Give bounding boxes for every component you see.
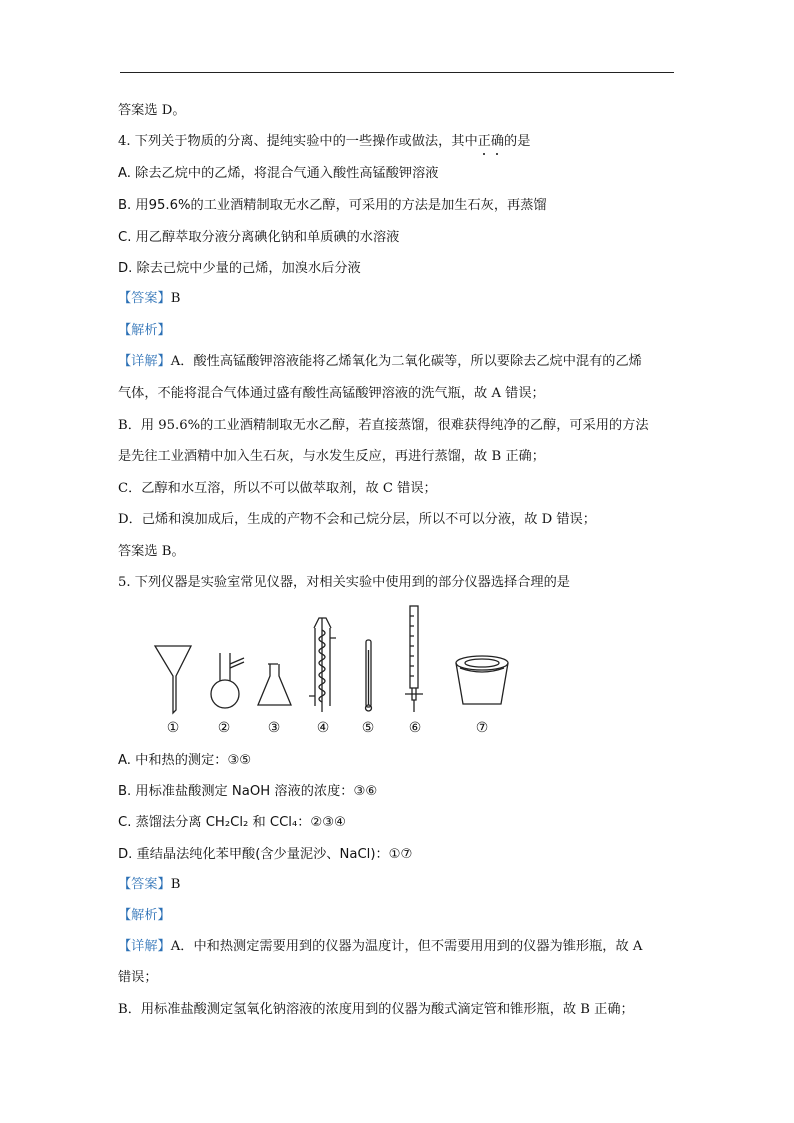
q5-option-b: B. 用标准盐酸测定 NaOH 溶液的浓度：③⑥ xyxy=(118,784,378,799)
burette-icon xyxy=(405,606,423,712)
q5-detail-line-2: 错误； xyxy=(118,970,158,985)
q4-detail-line-7: 答案选 B。 xyxy=(118,544,185,559)
condenser-icon xyxy=(309,618,336,712)
q5-detail-line-1: 【详解】A．中和热测定需要用到的仪器为温度计，但不需要用用到的仪器为锥形瓶，故 A xyxy=(118,939,643,954)
label-2: ② xyxy=(217,720,231,736)
q5-stem: 5. 下列仪器是实验室常见仪器，对相关实验中使用到的部分仪器选择合理的是 xyxy=(118,575,570,590)
q5-detail-line-3: B．用标准盐酸测定氢氧化钠溶液的浓度用到的仪器为酸式滴定管和锥形瓶，故 B 正确； xyxy=(118,1002,634,1017)
q5-option-d: D. 重结晶法纯化苯甲酸(含少量泥沙、NaCl)：①⑦ xyxy=(118,847,413,862)
q4-option-c: C. 用乙醇萃取分液分离碘化钠和单质碘的水溶液 xyxy=(118,230,400,245)
q4-stem: 4. 下列关于物质的分离、提纯实验中的一些操作或做法，其中正确的是 xyxy=(118,134,531,149)
label-1: ① xyxy=(166,720,180,736)
q5-option-c: C. 蒸馏法分离 CH₂Cl₂ 和 CCl₄：②③④ xyxy=(118,815,346,830)
q4-option-a: A. 除去乙烷中的乙烯，将混合气通入酸性高锰酸钾溶液 xyxy=(118,166,439,181)
distilling-flask-icon xyxy=(211,653,244,708)
q4-option-d: D. 除去己烷中少量的己烯，加溴水后分液 xyxy=(118,261,361,276)
q4-analysis-tag: 【解析】 xyxy=(118,323,171,338)
funnel-icon xyxy=(155,646,191,713)
q4-detail-line-3: B．用 95.6%的工业酒精制取无水乙醇，若直接蒸馏，很难获得纯净的乙醇，可采用的方法 xyxy=(118,418,649,433)
q3-answer-line: 答案选 D。 xyxy=(118,103,186,118)
q4-detail-line-5: C．乙醇和水互溶，所以不可以做萃取剂，故 C 错误； xyxy=(118,481,437,496)
label-7: ⑦ xyxy=(475,720,489,736)
conical-flask-icon xyxy=(258,664,291,705)
label-5: ⑤ xyxy=(361,720,375,736)
crucible-icon xyxy=(456,656,508,704)
q4-detail-line-6: D．己烯和溴加成后，生成的产物不会和己烷分层，所以不可以分液，故 D 错误； xyxy=(118,512,596,527)
q4-answer: 【答案】B xyxy=(118,291,181,306)
label-4: ④ xyxy=(316,720,330,736)
q4-detail-line-4: 是先往工业酒精中加入生石灰，与水发生反应，再进行蒸馏，故 B 正确； xyxy=(118,449,545,464)
thermometer-icon xyxy=(366,640,372,711)
q4-option-b: B. 用95.6%的工业酒精制取无水乙醇，可采用的方法是加生石灰，再蒸馏 xyxy=(118,198,547,213)
q5-option-a: A. 中和热的测定：③⑤ xyxy=(118,753,252,768)
label-6: ⑥ xyxy=(408,720,422,736)
label-3: ③ xyxy=(267,720,281,736)
q5-analysis-tag: 【解析】 xyxy=(118,908,171,923)
q5-answer: 【答案】B xyxy=(118,877,181,892)
q4-detail-line-1: 【详解】A．酸性高锰酸钾溶液能将乙烯氧化为二氧化碳等，所以要除去乙烷中混有的乙烯 xyxy=(118,354,642,369)
q4-detail-line-2: 气体，不能将混合气体通过盛有酸性高锰酸钾溶液的洗气瓶，故 A 错误； xyxy=(118,386,545,401)
